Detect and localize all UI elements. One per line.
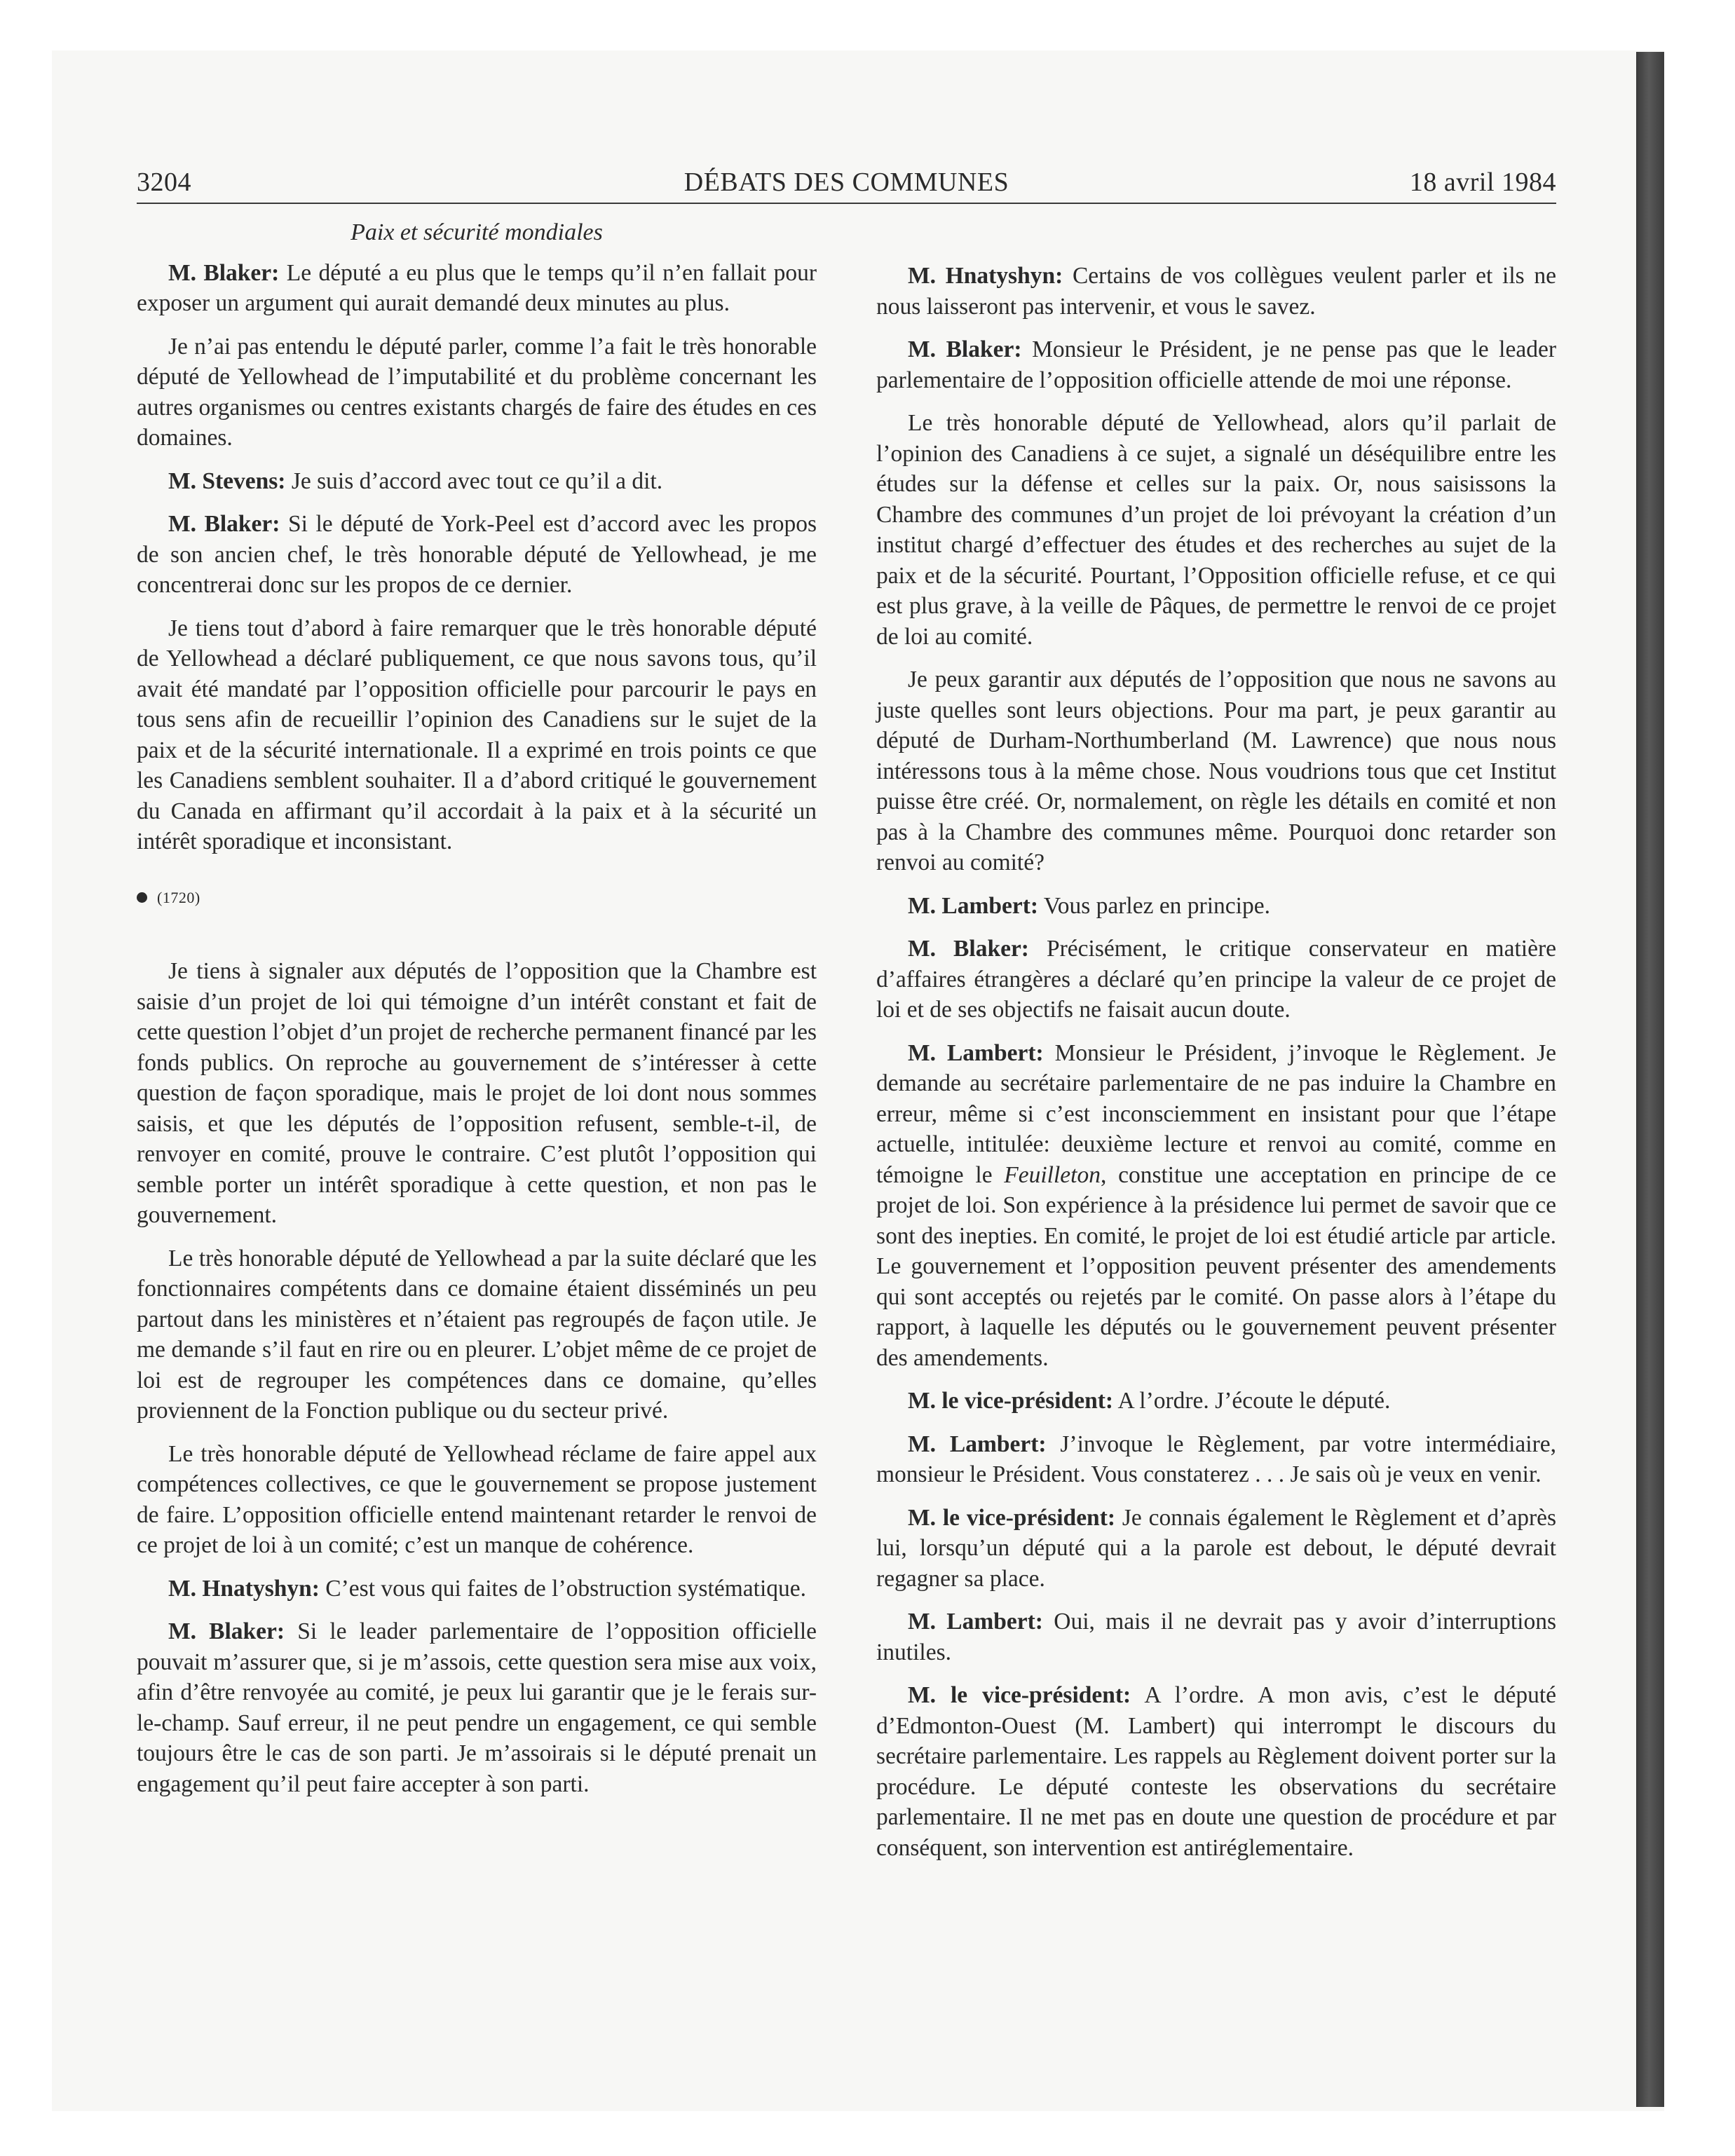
paragraph	[137, 466, 817, 497]
speaker-name: M. Blaker:	[908, 936, 1029, 962]
running-title: DÉBATS DES COMMUNES	[683, 168, 1009, 197]
speech-text: Oui, mais il ne devrait pas y avoir d’interruptions inutiles.	[876, 1609, 1556, 1665]
page-number: 3204	[137, 168, 191, 197]
speaker-name: M. Lambert:	[908, 892, 1039, 919]
right-column	[876, 261, 1556, 2104]
speech-text: C’est vous qui faites de l’obstruction systématique.	[319, 1575, 806, 1602]
speaker-name: M. le vice-président:	[908, 1504, 1116, 1531]
speech-text: Vous parlez en principe.	[1038, 892, 1270, 919]
speaker-name: M. Hnatyshyn:	[908, 263, 1063, 289]
paragraph	[876, 1038, 1556, 1374]
speaker-name: M. Lambert:	[908, 1609, 1043, 1635]
paragraph	[876, 934, 1556, 1025]
paragraph	[876, 1386, 1556, 1417]
speech-text: Si le député de York-Peel est d’accord avec les propos de son ancien chef, le très honorable député de Yellowhead, je me concentrerai donc sur les propos de ce dernier.	[137, 511, 817, 598]
paragraph: Je tiens à signaler aux députés de l’opposition que la Chambre est saisie d’un projet de loi qui témoigne d’un intérêt constant et fait de cette question l’objet d’un projet de recherche permanent financé par les fonds publics. On reproche au gouvernement de s’intéresser à cette question de façon sporadique, mais le projet de loi dont nous sommes saisis, et que les députés de l’opposition refusent, semble-t-il, de renvoyer en comité, prouve le contraire. C’est plutôt l’opposition qui semble porter un intérêt sporadique à cette question, et non pas le gouvernement.	[137, 958, 817, 1228]
paragraph	[137, 258, 817, 319]
speech-text: , constitue une acceptation en principe de ce projet de loi. Son expérience à la présidence lui permet de savoir que ce sont des inepties. En comité, le projet de loi est étudié article par article. Le gouvernement et l’opposition peuvent présenter des amendements qui sont acceptés ou rejetés par le comité. On passe alors à l’étape du rapport, à laquelle les députés ou le gouvernement peuvent présenter des amendements.	[876, 1161, 1556, 1371]
speaker-name: M. le vice-président:	[908, 1682, 1131, 1708]
paragraph: Je tiens tout d’abord à faire remarquer que le très honorable député de Yellowhead a déclaré publiquement, ce que nous savons tous, qu’il avait été mandaté par l’opposition officielle pour parcourir le pays en tous sens afin de recueillir l’opinion des Canadiens sur le sujet de la paix et de la sécurité internationale. Il a exprimé en trois points ce que les Canadiens semblent souhaiter. Il a d’abord critiqué le gouvernement du Canada en affirmant qu’il accordait à la paix et à la sécurité un intérêt sporadique et inconsistant.	[137, 615, 817, 854]
speech-text: Le député a eu plus que le temps qu’il n’en fallait pour exposer un argument qui aurait demandé deux minutes au plus.	[137, 259, 817, 316]
section-title: Paix et sécurité mondiales	[351, 219, 603, 245]
speech-text: Précisément, le critique conservateur en matière d’affaires étrangères a déclaré qu’en principe la valeur de ce projet de loi et de ses objectifs ne faisait aucun doute.	[876, 936, 1556, 1023]
speech-text: A l’ordre. J’écoute le député.	[1113, 1388, 1391, 1414]
paragraph	[137, 1574, 817, 1604]
paragraph: Le très honorable député de Yellowhead a par la suite déclaré que les fonctionnaires compétents dans ce domaine étaient disséminés un peu partout dans les ministères et n’étaient pas regroupés de façon utile. Je me demande s’il faut en rire ou en pleurer. L’objet même de ce projet de loi est de regrouper les compétences dans ce domaine, qu’elles proviennent de la Fonction publique ou du secteur privé.	[137, 1245, 817, 1424]
paragraph	[876, 1680, 1556, 1863]
speech-text: Monsieur le Président, j’invoque le Règlement. Je demande au secrétaire parlementaire de ne pas induire la Chambre en erreur, même si c’est inconsciemment en insistant pour que l’étape actuelle, intitulée: deuxième lecture et renvoi au comité, comme en témoigne le	[876, 1039, 1556, 1188]
speaker-name: M. Stevens:	[168, 468, 286, 494]
speech-text: Je suis d’accord avec tout ce qu’il a dit.	[285, 468, 663, 494]
speaker-name: M. Lambert:	[908, 1431, 1047, 1457]
paragraph	[137, 509, 817, 601]
paragraph: Je peux garantir aux députés de l’opposition que nous ne savons au juste quelles sont leurs objections. Pour ma part, je peux garantir au député de Durham-Northumberland (M. Lawrence) que nous nous intéressons tous à la même chose. Nous voudrions tous que cet Institut puisse être créé. Or, normalement, on règle les détails en comité et non pas à la Chambre des communes même. Pourquoi donc retarder son renvoi au comité?	[876, 667, 1556, 875]
speaker-name: M. Blaker:	[168, 511, 280, 537]
speech-text: Je connais également le Règlement et d’après lui, lorsqu’un député qui a la parole est debout, le député devrait regagner sa place.	[876, 1504, 1557, 1592]
paragraph: Je n’ai pas entendu le député parler, comme l’a fait le très honorable député de Yellowhead de l’imputabilité et du problème concernant les autres organismes ou centres existants chargés de faire des études en ces domaines.	[137, 333, 817, 451]
speaker-name: M. Lambert:	[908, 1039, 1044, 1066]
header-rule	[137, 203, 1556, 204]
speaker-name: M. Blaker:	[168, 1618, 285, 1644]
paragraph	[876, 1606, 1556, 1667]
paragraph	[876, 1429, 1556, 1490]
paragraph: Le très honorable député de Yellowhead réclame de faire appel aux compétences collectives, ce que le gouvernement se propose justement de faire. L’opposition officielle entend maintenant retarder le renvoi de ce projet de loi à un comité; c’est un manque de cohérence.	[137, 1440, 817, 1558]
paragraph	[876, 1503, 1556, 1595]
speech-text: J’invoque le Règlement, par votre intermédiaire, monsieur le Président. Vous constaterez . . . Je sais où je veux en venir.	[876, 1431, 1556, 1487]
italic-term: Feuilleton	[1004, 1161, 1101, 1188]
paragraph	[137, 1616, 817, 1799]
bullet-icon	[137, 892, 147, 903]
speaker-name: M. Blaker:	[908, 336, 1022, 362]
speaker-name: M. Hnatyshyn:	[168, 1575, 320, 1602]
timestamp-text: (1720)	[157, 888, 200, 906]
paragraph: Le très honorable député de Yellowhead, alors qu’il parlait de l’opinion des Canadiens à ce sujet, a signalé un déséquilibre entre les études sur la défense et celles sur la paix. Or, nous saisissons la Chambre des communes d’un projet de loi prévoyant la création d’un institut chargé d’effectuer des études et des recherches au sujet de la paix et de la sécurité. Pourtant, l’Opposition officielle refuse, et ce qui est plus grave, à la veille de Pâques, de permettre le renvoi de ce projet de loi au comité.	[876, 410, 1556, 650]
speaker-name: M. le vice-président:	[908, 1388, 1114, 1414]
speech-text: A l’ordre. A mon avis, c’est le député d’Edmonton-Ouest (M. Lambert) qui interrompt le discours du secrétaire parlementaire. Les rappels au Règlement doivent porter sur la procédure. Le député conteste les observations du secrétaire parlementaire. Il ne met pas en doute une question de procédure et par conséquent, son intervention est antiréglementaire.	[876, 1682, 1556, 1861]
timestamp-marker	[137, 882, 817, 913]
paragraph	[876, 334, 1556, 395]
speaker-name: M. Blaker:	[168, 259, 280, 286]
page-edge-shadow	[1636, 52, 1664, 2107]
page-header	[137, 167, 1556, 206]
speech-text: Certains de vos collègues veulent parler et ils ne nous laisseront pas intervenir, et vous le savez.	[876, 263, 1556, 320]
paragraph	[876, 261, 1556, 322]
speech-text: Monsieur le Président, je ne pense pas que le leader parlementaire de l’opposition officielle attende de moi une réponse.	[876, 336, 1556, 393]
left-column	[137, 217, 817, 2061]
speech-text: Si le leader parlementaire de l’opposition officielle pouvait m’assurer que, si je m’assois, cette question sera mise aux voix, afin d’être renvoyée au comité, je peux lui garantir que je le ferais sur-le-champ. Sauf erreur, il ne peut pendre un engagement, ce qui semble toujours être le cas de son parti. Je m’assoirais si le député prenait un engagement qu’il peut faire accepter à son parti.	[137, 1618, 817, 1797]
paragraph	[876, 891, 1556, 922]
header-date: 18 avril 1984	[1409, 168, 1556, 197]
